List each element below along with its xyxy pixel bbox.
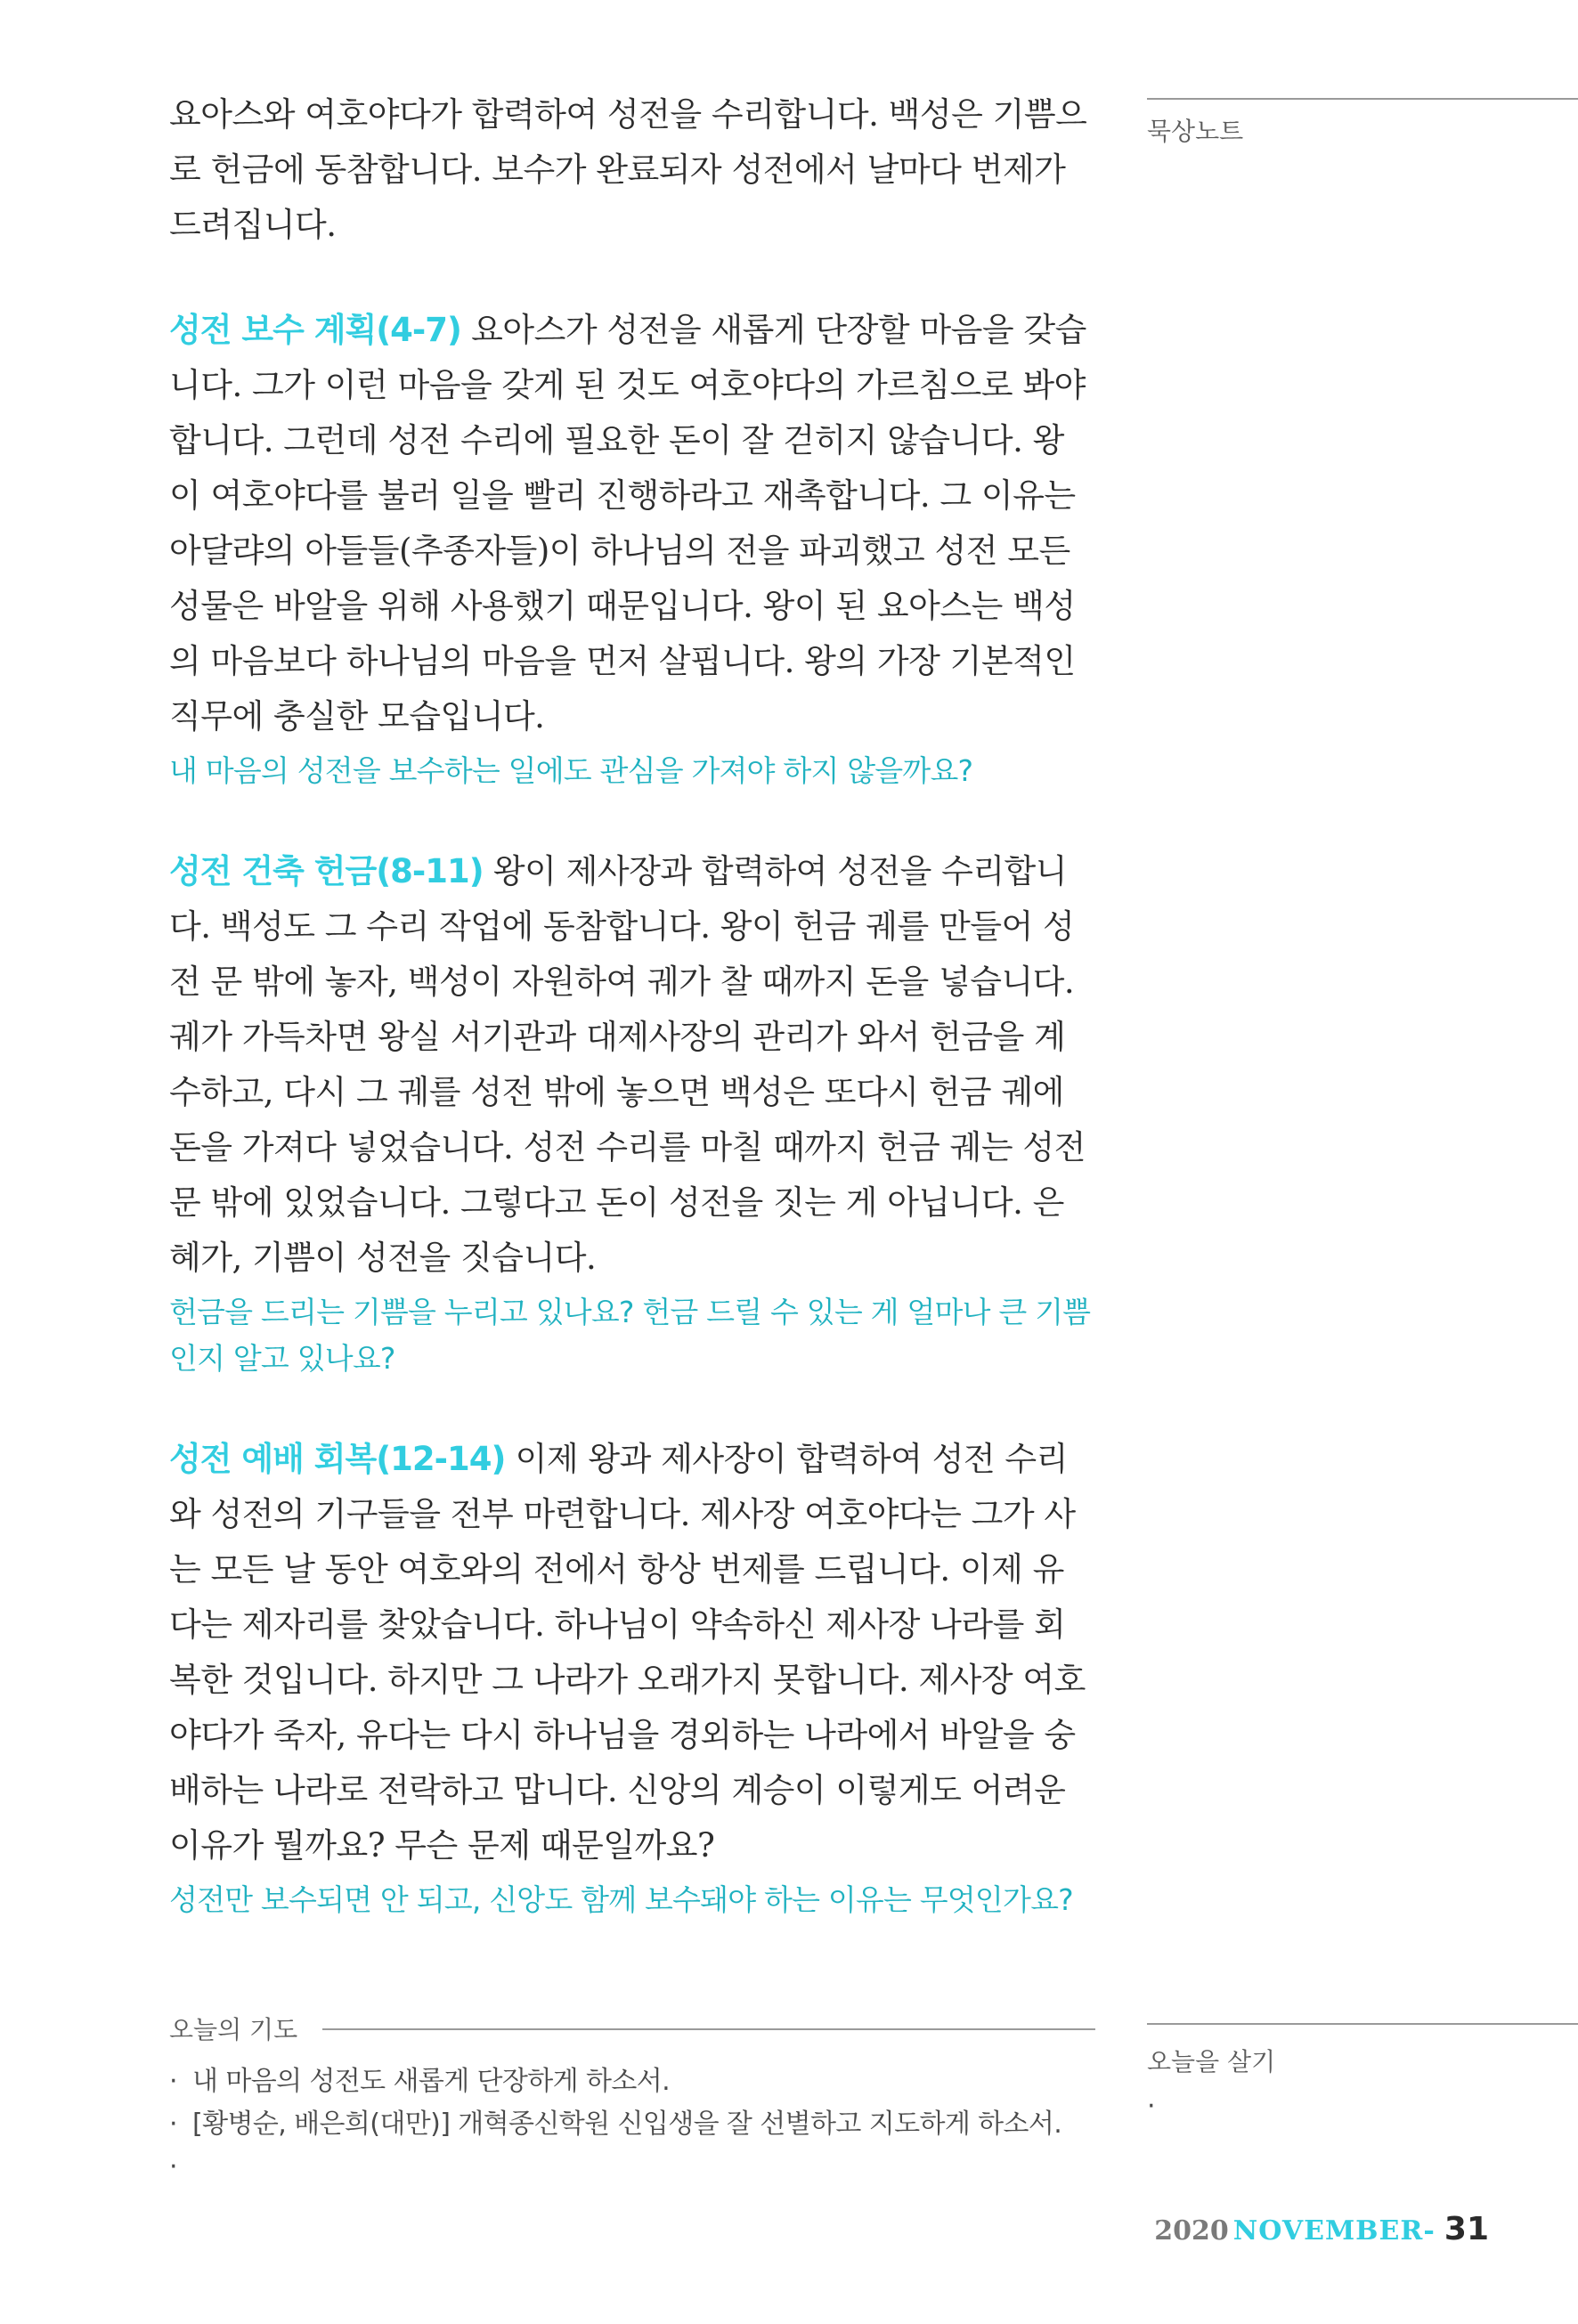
article-column <box>169 87 1095 1923</box>
section-plan <box>169 303 1095 794</box>
section-paragraph <box>169 844 1095 1286</box>
section-heading: 성전 예배 회복(12-14) <box>169 1440 506 1478</box>
bullet-dot: · <box>169 2151 177 2182</box>
prayer-item <box>169 2060 1095 2103</box>
prayer-title: 오늘의 기도 <box>169 2015 298 2044</box>
page-footer <box>1154 2211 1489 2247</box>
section-heading: 성전 건축 헌금(8-11) <box>169 852 484 890</box>
bullet-dot: · <box>169 2066 177 2097</box>
reflection-question: 내 마음의 성전을 보수하는 일에도 관심을 가져야 하지 않을까요? <box>169 753 973 788</box>
prayer-header <box>169 2011 1095 2046</box>
living-today-box <box>1147 2023 1578 2122</box>
bullet-dot: · <box>1147 2091 1156 2122</box>
prayer-item <box>169 2146 1095 2189</box>
intro-paragraph: 요아스와 여호야다가 합력하여 성전을 수리합니다. 백성은 기쁨으로 헌금에 동참합니다. 보수가 완료되자 성전에서 날마다 번제가 드려집니다. <box>169 95 1087 244</box>
reflection-question: 성전만 보수되면 안 되고, 신앙도 함께 보수돼야 하는 이유는 무엇인가요? <box>169 1882 1073 1917</box>
bullet-dot: · <box>169 2109 177 2140</box>
section-body: 왕이 제사장과 합력하여 성전을 수리합니다. 백성도 그 수리 작업에 동참합니다. 왕이 헌금 궤를 만들어 성전 문 밖에 놓자, 백성이 자원하여 궤가 찰 때까지 돈을 넣습니다. 궤가 가득차면 왕실 서기관과 대제사장의 관리가 와서 헌금을 계수하고, 다시 그 궤를 성전 밖에 놓으면 백성은 또다시 헌금 궤에 돈을 가져다 넣었습니다. 성전 수리를 마칠 때까지 헌금 궤는 성전 문 밖에 있었습니다. 그렇다고 돈이 성전을 짓는 게 아닙니다. 은혜가, 기쁨이 성전을 짓습니다. <box>169 852 1086 1277</box>
footer-year: 2020 <box>1154 2215 1229 2247</box>
section-paragraph <box>169 303 1095 744</box>
meditation-note-box <box>1147 98 1578 148</box>
prayer-list <box>169 2060 1095 2189</box>
page-number: 31 <box>1444 2211 1489 2247</box>
section-body: 이제 왕과 제사장이 합력하여 성전 수리와 성전의 기구들을 전부 마련합니다. 제사장 여호야다는 그가 사는 모든 날 동안 여호와의 전에서 항상 번제를 드립니다. 이제 유다는 제자리를 찾았습니다. 하나님이 약속하신 제사장 나라를 회복한 것입니다. 하지만 그 나라가 오래가지 못합니다. 제사장 여호야다가 죽자, 유다는 다시 하나님을 경외하는 나라에서 바알을 숭배하는 나라로 전락하고 맙니다. 신앙의 계승이 이렇게도 어려운 이유가 뭘까요? 무슨 문제 때문일까요? <box>169 1440 1086 1865</box>
reflection-question: 헌금을 드리는 기쁨을 누리고 있나요? 헌금 드릴 수 있는 게 얼마나 큰 기쁨인지 알고 있나요? <box>169 1295 1091 1376</box>
section-heading: 성전 보수 계획(4-7) <box>169 311 461 349</box>
prayer-divider <box>322 2028 1095 2030</box>
section-paragraph <box>169 1432 1095 1873</box>
prayer-item <box>169 2103 1095 2146</box>
prayer-item-text: [황병순, 배은희(대만)] 개혁종신학원 신입생을 잘 선별하고 지도하게 하소서. <box>192 2109 1062 2140</box>
prayer-item-text: 내 마음의 성전도 새롭게 단장하게 하소서. <box>192 2066 671 2097</box>
section-offering <box>169 844 1095 1382</box>
section-worship <box>169 1432 1095 1923</box>
meditation-note-label: 묵상노트 <box>1147 117 1244 146</box>
footer-month: NOVEMBER <box>1232 2215 1424 2247</box>
footer-dash: - <box>1423 2215 1435 2247</box>
living-today-label: 오늘을 살기 <box>1147 2047 1276 2076</box>
todays-prayer <box>169 2011 1095 2189</box>
section-body: 요아스가 성전을 새롭게 단장할 마음을 갖습니다. 그가 이런 마음을 갖게 된 것도 여호야다의 가르침으로 봐야 합니다. 그런데 성전 수리에 필요한 돈이 잘 걷히지 않습니다. 왕이 여호야다를 불러 일을 빨리 진행하라고 재촉합니다. 그 이유는 아달랴의 아들들(추종자들)이 하나님의 전을 파괴했고 성전 모든 성물은 바알을 위해 사용했기 때문입니다. 왕이 된 요아스는 백성의 마음보다 하나님의 마음을 먼저 살핍니다. 왕의 가장 기본적인 직무에 충실한 모습입니다. <box>169 311 1086 735</box>
